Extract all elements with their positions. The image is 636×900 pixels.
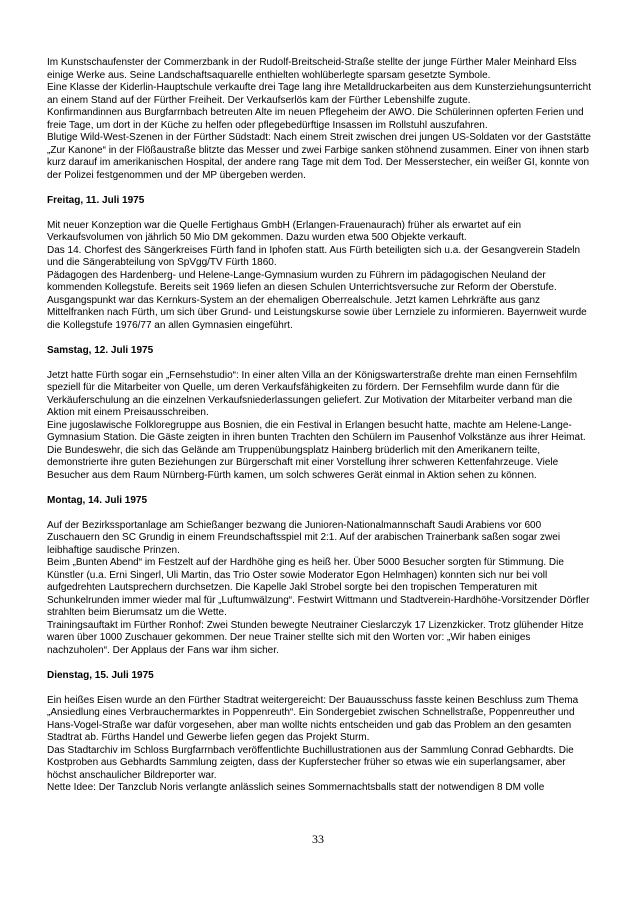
- spacer: [47, 657, 592, 670]
- paragraph: Ein heißes Eisen wurde an den Fürther Stadtrat weitergereicht: Der Bauausschuss fasste keinen Beschluss zum Thema „Ansiedlung eines Verbrauchermarktes in Poppenreuth“. Ein Sondergebiet zwischen Schnellstraße, Poppenreuther und Hans-Vogel-Straße war dafür vorgesehen, aber man wollte nichts entscheiden und gab das Problem an den gesamten Stadtrat ab. Fürths Handel und Gewerbe liefen gegen das Projekt Sturm.: [47, 694, 579, 743]
- paragraph: Blutige Wild-West-Szenen in der Fürther Südstadt: Nach einem Streit zwischen drei jungen US-Soldaten vor der Gaststätte „Zur Kanone“ in der Flößaustraße blitzte das Messer und zwei Farbige sanken stöhnend zusammen. Einer von ihnen starb kurz darauf im amerikanischen Hospital, der andere rang Tage mit dem Tod. Der Messerstecher, ein weißer GI, konnte von der Polizei festgenommen und der MP übergeben werden.: [47, 132, 591, 181]
- section-2025-07-11: [47, 195, 592, 333]
- document-page: [47, 57, 592, 795]
- section-date-heading: Samstag, 12. Juli 1975: [47, 344, 154, 356]
- paragraph: Auf der Bezirkssportanlage am Schießanger bezwang die Junioren-Nationalmannschaft Saudi Arabiens vor 600 Zuschauern den SC Grundig in einem Freundschaftsspiel mit 2:1. Auf der arabischen Trainerbank saßen sogar zwei leibhaftige saudische Prinzen.: [47, 519, 561, 556]
- paragraph: Beim „Bunten Abend“ im Festzelt auf der Hardhöhe ging es heiß her. Über 5000 Besucher sorgten für Stimmung. Die Künstler (u.a. Erni Singerl, Uli Martin, das Trio Oster sowie Moderator Egon Helmhagen) konnten sich nur bei voll aufgedrehten Lautsprechern durchsetzen. Die Kapelle Jakl Strobel sorgte bei den tropischen Temperaturen mit Schunkelrunden immer wieder mal für „Luftumwälzung“. Festwirt Wittmann und Stadtverein-Hardhöhe-Vorsitzender Dörfler strahlten beim Bierumsatz um die Wette.: [47, 557, 590, 618]
- spacer: [47, 357, 592, 370]
- section-date-heading: Montag, 14. Juli 1975: [47, 494, 148, 506]
- paragraph: Im Kunstschaufenster der Commerzbank in der Rudolf-Breitscheid-Straße stellte der junge Fürther Maler Meinhard Elss einige Werke aus. Seine Landschaftsaquarelle enthielten wohlüberlegte sparsam gesetzte Symbole.: [47, 57, 577, 81]
- paragraph: Das 14. Chorfest des Sängerkreises Fürth fand in Iphofen statt. Aus Fürth beteiligten sich u.a. der Gesangverein Stadeln und die Sängerabteilung von SpVgg/TV Fürth 1860.: [47, 244, 581, 268]
- spacer: [47, 332, 592, 345]
- spacer: [47, 482, 592, 495]
- paragraph: Eine Klasse der Kiderlin-Hauptschule verkaufte drei Tage lang ihre Metalldruckarbeiten aus dem Kunsterziehungsunterricht an einem Stand auf der Fürther Freiheit. Der Verkaufserlös kam der Fürther Lebenshilfe zugute.: [47, 82, 592, 106]
- paragraph: Trainingsauftakt im Fürther Ronhof: Zwei Stunden bewegte Neutrainer Cieslarczyk 17 Lizenzkicker. Trotz glühender Hitze waren über 1000 Zuschauer gekommen. Der neue Trainer stellte sich mit den Worten vor: „Wir haben einiges nachzuholen“. Der Applaus der Fans war ihm sicher.: [47, 619, 584, 656]
- spacer: [47, 182, 592, 195]
- page-number: 33: [312, 832, 324, 846]
- paragraph: Konfirmandinnen aus Burgfarrnbach betreuten Alte im neuen Pflegeheim der AWO. Die Schülerinnen opferten Ferien und freie Tage, um dort in der Küche zu helfen oder pflegebedürftige Insassen im Rollstuhl auszufahren.: [47, 107, 584, 131]
- spacer: [47, 207, 592, 220]
- paragraph: Mit neuer Konzeption war die Quelle Fertighaus GmbH (Erlangen-Frauenaurach) früher als erwartet auf ein Verkaufsvolumen von jährlich 50 Mio DM gekommen. Dazu wurden etwa 500 Objekte verkauft.: [47, 219, 522, 243]
- paragraph: Pädagogen des Hardenberg- und Helene-Lange-Gymnasium wurden zu Führern im pädagogischen Neuland der kommenden Kollegstufe. Bereits seit 1969 liefen an diesen Schulen Unterrichtsversuche zur Reform der Oberstufe. Ausgangspunkt war das Kernkurs-System an der ehemaligen Oberrealschule. Jetzt kamen Lehrkräfte aus ganz Mittelfranken nach Fürth, um sich über Grund- und Leistungskurse sowie über Lernziele zu informieren. Bayernweit wurde die Kollegstufe 1976/77 an allen Gymnasien eingeführt.: [47, 269, 587, 331]
- spacer: [47, 507, 592, 520]
- section-date-heading: Freitag, 11. Juli 1975: [47, 194, 145, 206]
- section-date-heading: Dienstag, 15. Juli 1975: [47, 669, 154, 681]
- paragraph: Eine jugoslawische Folkloregruppe aus Bosnien, die ein Festival in Erlangen besucht hatte, machte am Helene-Lange-Gymnasium Station. Die Gäste zeigten in ihren bunten Trachten den Schülern im Pausenhof Volkstänze aus ihrer Heimat.: [47, 419, 586, 443]
- paragraph: Nette Idee: Der Tanzclub Noris verlangte anlässlich seines Sommernachtsballs statt der notwendigen 8 DM volle: [47, 782, 545, 793]
- intro-block: [47, 57, 592, 182]
- section-2025-07-14: [47, 495, 592, 658]
- paragraph: Die Bundeswehr, die sich das Gelände am Truppenübungsplatz Hainberg brüderlich mit den Amerikanern teilte, demonstrierte ihre guten Beziehungen zur Bürgerschaft mit einer Vorstellung ihrer schweren Kettenfahrzeuge. Viele Besucher aus dem Raum Nürnberg-Fürth kamen, um solch schweres Gerät einmal in Aktion sehen zu können.: [47, 444, 559, 481]
- paragraph: Jetzt hatte Fürth sogar ein „Fernsehstudio“: In einer alten Villa an der Königswarterstraße drehte man einen Fernsehfilm speziell für die Mitarbeiter von Quelle, um deren Verkaufsfähigkeiten zu fördern. Der Fernsehfilm wurde dann für die Verkäuferschulung an die einzelnen Verkaufsniederlassungen geliefert. Zur Motivation der Mitarbeiter verband man die Aktion mit einem Preisausschreiben.: [47, 369, 578, 418]
- paragraph: Das Stadtarchiv im Schloss Burgfarrnbach veröffentlichte Buchillustrationen aus der Sammlung Conrad Gebhardts. Die Kostproben aus Gebhardts Sammlung zeigten, dass der Kupferstecher früher so etwas wie ein superlangsamer, aber höchst anschaulicher Bildreporter war.: [47, 744, 574, 781]
- section-2025-07-12: [47, 345, 592, 483]
- spacer: [47, 682, 592, 695]
- section-2025-07-15: [47, 670, 592, 795]
